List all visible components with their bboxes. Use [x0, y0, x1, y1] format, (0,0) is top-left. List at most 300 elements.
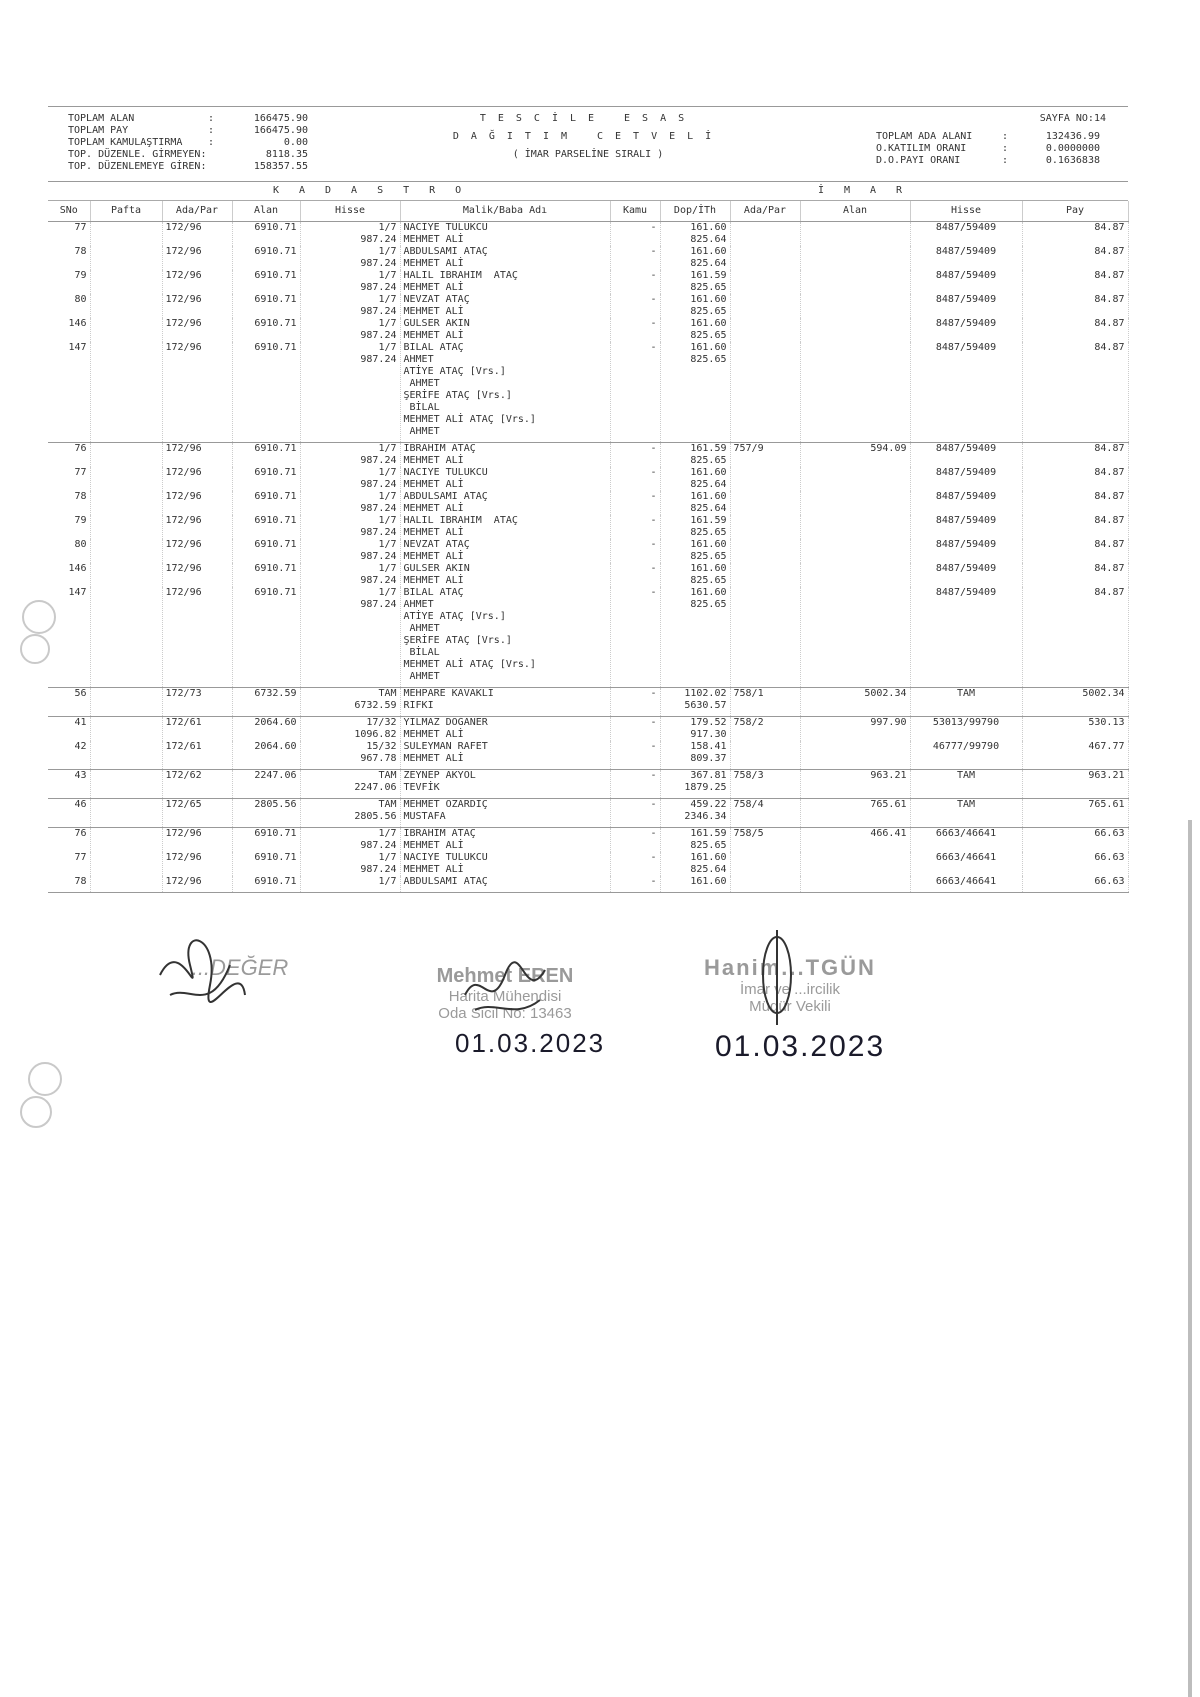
cell-sno: 77	[48, 222, 90, 247]
cell-alan: 6910.71	[232, 318, 300, 342]
cell-i-adapar	[730, 741, 800, 770]
total-left-row	[68, 149, 308, 161]
cell-kamu: -	[610, 587, 660, 688]
cell-hisse: 1/7 987.24	[300, 318, 400, 342]
cell-sno: 41	[48, 717, 90, 742]
cell-sno: 46	[48, 799, 90, 828]
signature-2-line-2: Oda Sicil No: 13463	[438, 1005, 572, 1022]
cell-i-alan	[800, 539, 910, 563]
cell-dop: 161.60 825.64	[660, 467, 730, 491]
cell-kamu: -	[610, 770, 660, 799]
cell-hisse: 1/7 987.24	[300, 294, 400, 318]
signature-2-name: Mehmet EREN	[436, 965, 574, 987]
separator: :	[208, 125, 215, 136]
cell-i-hisse: 8487/59409	[910, 563, 1022, 587]
cell-malik: NACİYE TULUKCU MEHMET ALİ	[400, 852, 610, 876]
column-header: Dop/İTh	[660, 201, 730, 222]
cell-i-alan	[800, 294, 910, 318]
cell-alan: 6910.71	[232, 563, 300, 587]
cell-i-alan	[800, 852, 910, 876]
cell-kamu: -	[610, 467, 660, 491]
cell-dop: 161.60 825.65	[660, 294, 730, 318]
cell-pay: 84.87	[1022, 342, 1128, 443]
cell-i-adapar: 758/1	[730, 688, 800, 717]
cell-i-hisse: 8487/59409	[910, 246, 1022, 270]
table-row	[48, 443, 1128, 468]
cell-pay: 84.87	[1022, 563, 1128, 587]
cell-i-alan: 963.21	[800, 770, 910, 799]
cell-i-hisse: 6663/46641	[910, 876, 1022, 893]
page-edge-shadow	[1188, 820, 1192, 1697]
cell-alan: 6910.71	[232, 294, 300, 318]
signature-2-line-1: Harita Mühendisi	[448, 988, 562, 1005]
cell-i-alan: 765.61	[800, 799, 910, 828]
cell-hisse: 1/7 987.24	[300, 491, 400, 515]
cell-hisse: 1/7	[300, 876, 400, 893]
table-row	[48, 342, 1128, 443]
column-header: Pafta	[90, 201, 162, 222]
cell-hisse: 1/7 987.24	[300, 246, 400, 270]
total-left-row	[68, 125, 308, 137]
cell-i-alan	[800, 342, 910, 443]
cell-kamu: -	[610, 799, 660, 828]
cell-adapar: 172/96	[162, 294, 232, 318]
total-label: TOP. DÜZENLEMEYE GİREN:	[68, 161, 207, 172]
total-label: TOPLAM KAMULAŞTIRMA	[68, 137, 183, 148]
total-right-row	[876, 143, 1106, 155]
total-label: D.O.PAYI ORANI	[876, 155, 961, 166]
cell-dop: 367.81 1879.25	[660, 770, 730, 799]
separator	[208, 149, 228, 161]
cell-i-adapar	[730, 467, 800, 491]
table-row	[48, 246, 1128, 270]
table-row	[48, 852, 1128, 876]
cell-sno: 80	[48, 294, 90, 318]
cell-pay: 84.87	[1022, 515, 1128, 539]
column-header: Hisse	[910, 201, 1022, 222]
cell-dop: 158.41 809.37	[660, 741, 730, 770]
cell-i-hisse: 8487/59409	[910, 318, 1022, 342]
totals-right	[876, 113, 1106, 167]
cell-hisse: 1/7 987.24	[300, 443, 400, 468]
document-header	[48, 106, 1128, 182]
cell-sno: 80	[48, 539, 90, 563]
cell-hisse: 1/7 987.24	[300, 467, 400, 491]
cell-dop: 161.60 825.64	[660, 491, 730, 515]
cell-kamu: -	[610, 515, 660, 539]
cell-adapar: 172/73	[162, 688, 232, 717]
cell-sno: 147	[48, 587, 90, 688]
separator	[208, 161, 228, 173]
cell-hisse: 1/7 987.24	[300, 342, 400, 443]
cell-adapar: 172/62	[162, 770, 232, 799]
cell-i-alan: 594.09	[800, 443, 910, 468]
punch-hole-top-2	[20, 634, 50, 664]
cell-dop: 161.60 825.65	[660, 539, 730, 563]
cell-kamu: -	[610, 342, 660, 443]
cell-adapar: 172/96	[162, 467, 232, 491]
cell-i-alan: 5002.34	[800, 688, 910, 717]
parcel-group	[48, 799, 1128, 828]
cell-sno: 56	[48, 688, 90, 717]
cell-i-adapar	[730, 563, 800, 587]
cell-i-hisse: 8487/59409	[910, 222, 1022, 247]
cell-malik: BİLAL ATAÇ AHMET ATİYE ATAÇ [Vrs.] AHMET ŞERİFE ATAÇ [Vrs.] BİLAL MEHMET ALİ ATAÇ [Vrs.] AHMET	[400, 342, 610, 443]
cell-pafta	[90, 563, 162, 587]
cell-dop: 161.60 825.64	[660, 246, 730, 270]
total-value: 0.1636838	[1045, 155, 1100, 166]
separator: :	[1002, 131, 1009, 142]
cell-alan: 2805.56	[232, 799, 300, 828]
cell-sno: 78	[48, 491, 90, 515]
cell-adapar: 172/96	[162, 587, 232, 688]
cell-hisse: 1/7 987.24	[300, 222, 400, 247]
cell-pay: 84.87	[1022, 539, 1128, 563]
cell-hisse: 1/7 987.24	[300, 515, 400, 539]
parcel-group	[48, 770, 1128, 799]
cell-malik: MEHMET OZARDIÇ MUSTAFA	[400, 799, 610, 828]
table-row	[48, 876, 1128, 893]
cell-sno: 76	[48, 443, 90, 468]
cell-sno: 76	[48, 828, 90, 853]
cell-kamu: -	[610, 741, 660, 770]
cell-alan: 6910.71	[232, 443, 300, 468]
cell-kamu: -	[610, 270, 660, 294]
cell-pafta	[90, 852, 162, 876]
cell-malik: NEVZAT ATAÇ MEHMET ALİ	[400, 539, 610, 563]
cell-i-alan	[800, 270, 910, 294]
cell-pafta	[90, 222, 162, 247]
cell-pafta	[90, 246, 162, 270]
cell-pay: 84.87	[1022, 270, 1128, 294]
cell-malik: ABDULSAMİ ATAÇ	[400, 876, 610, 893]
cell-i-alan	[800, 222, 910, 247]
cell-i-alan	[800, 563, 910, 587]
cell-i-hisse: 53013/99790	[910, 717, 1022, 742]
table-row	[48, 294, 1128, 318]
cell-sno: 146	[48, 563, 90, 587]
cell-dop: 161.60	[660, 876, 730, 893]
total-value: 0.0000000	[1045, 143, 1100, 154]
cell-dop: 161.60 825.64	[660, 222, 730, 247]
total-left-row	[68, 137, 308, 149]
signature-3-scribble	[752, 925, 802, 1035]
cell-i-adapar	[730, 515, 800, 539]
cell-adapar: 172/96	[162, 318, 232, 342]
cell-i-alan	[800, 491, 910, 515]
cell-pafta	[90, 467, 162, 491]
cell-malik: GÜLSER AKIN MEHMET ALİ	[400, 318, 610, 342]
cell-adapar: 172/96	[162, 222, 232, 247]
cell-pafta	[90, 342, 162, 443]
cell-pay: 84.87	[1022, 318, 1128, 342]
cell-i-adapar	[730, 270, 800, 294]
cell-malik: ABDULSAMİ ATAÇ MEHMET ALİ	[400, 246, 610, 270]
cell-adapar: 172/96	[162, 852, 232, 876]
cell-adapar: 172/96	[162, 246, 232, 270]
cell-alan: 2247.06	[232, 770, 300, 799]
total-value: 0.00	[283, 137, 308, 148]
cell-sno: 146	[48, 318, 90, 342]
cell-adapar: 172/61	[162, 717, 232, 742]
cell-i-hisse: 8487/59409	[910, 294, 1022, 318]
cell-pay: 66.63	[1022, 828, 1128, 853]
cell-adapar: 172/96	[162, 539, 232, 563]
cell-pay: 84.87	[1022, 294, 1128, 318]
cell-malik: İBRAHİM ATAÇ MEHMET ALİ	[400, 828, 610, 853]
total-value: 166475.90	[253, 113, 308, 124]
cell-dop: 161.59 825.65	[660, 270, 730, 294]
cell-i-adapar: 758/2	[730, 717, 800, 742]
cell-i-adapar: 758/3	[730, 770, 800, 799]
cell-pafta	[90, 294, 162, 318]
section-header-row	[48, 182, 1128, 201]
cell-kamu: -	[610, 443, 660, 468]
column-header: Alan	[232, 201, 300, 222]
table-row	[48, 270, 1128, 294]
signature-2-scribble	[460, 955, 550, 1025]
separator: :	[208, 137, 215, 148]
cell-hisse: 1/7 987.24	[300, 563, 400, 587]
table-row	[48, 563, 1128, 587]
cell-hisse: 15/32 967.78	[300, 741, 400, 770]
table-row	[48, 741, 1128, 770]
cell-kamu: -	[610, 876, 660, 893]
parcel-group	[48, 688, 1128, 717]
signature-1-name: ...DEĞER	[191, 955, 289, 980]
cell-adapar: 172/65	[162, 799, 232, 828]
cell-malik: MEHPARE KAVAKLI RIFKI	[400, 688, 610, 717]
table-row	[48, 539, 1128, 563]
cell-sno: 77	[48, 852, 90, 876]
cell-alan: 6910.71	[232, 876, 300, 893]
cell-pafta	[90, 688, 162, 717]
cell-pafta	[90, 318, 162, 342]
cell-kamu: -	[610, 688, 660, 717]
signature-3-date: 01.03.2023	[715, 1030, 886, 1063]
cell-sno: 78	[48, 876, 90, 893]
cell-sno: 78	[48, 246, 90, 270]
cell-hisse: 17/32 1096.82	[300, 717, 400, 742]
cell-i-hisse: 6663/46641	[910, 852, 1022, 876]
cell-i-hisse: TAM	[910, 770, 1022, 799]
cell-alan: 6910.71	[232, 515, 300, 539]
cell-pafta	[90, 443, 162, 468]
signature-3-name: Hanim...TGÜN	[704, 955, 876, 980]
table-row	[48, 587, 1128, 688]
cell-pafta	[90, 741, 162, 770]
cell-i-alan	[800, 741, 910, 770]
cell-alan: 6910.71	[232, 852, 300, 876]
cell-pay: 84.87	[1022, 222, 1128, 247]
total-label: O.KATILIM ORANI	[876, 143, 967, 154]
cell-pafta	[90, 799, 162, 828]
cell-alan: 2064.60	[232, 741, 300, 770]
title-line-3: ( İMAR PARSELİNE SIRALI )	[512, 149, 664, 160]
cell-pay: 765.61	[1022, 799, 1128, 828]
cell-alan: 6910.71	[232, 539, 300, 563]
table-row	[48, 688, 1128, 717]
cell-i-adapar	[730, 318, 800, 342]
cell-pay: 963.21	[1022, 770, 1128, 799]
cell-pay: 66.63	[1022, 876, 1128, 893]
cell-i-hisse: TAM	[910, 799, 1022, 828]
total-right-row	[876, 131, 1106, 143]
total-label: TOPLAM ALAN	[68, 113, 135, 124]
table-row	[48, 799, 1128, 828]
table-row	[48, 717, 1128, 742]
total-value: 132436.99	[1045, 131, 1100, 142]
cell-i-hisse: 8487/59409	[910, 515, 1022, 539]
cell-malik: BİLAL ATAÇ AHMET ATİYE ATAÇ [Vrs.] AHMET ŞERİFE ATAÇ [Vrs.] BİLAL MEHMET ALİ ATAÇ [Vrs.] AHMET	[400, 587, 610, 688]
cell-pafta	[90, 587, 162, 688]
cell-i-hisse: TAM	[910, 688, 1022, 717]
cell-kamu: -	[610, 246, 660, 270]
cell-alan: 6910.71	[232, 491, 300, 515]
cell-dop: 1102.02 5630.57	[660, 688, 730, 717]
cell-i-alan	[800, 587, 910, 688]
cell-kamu: -	[610, 852, 660, 876]
signature-3-line-1: İmar ve ...ircilik	[739, 981, 840, 998]
cell-kamu: -	[610, 717, 660, 742]
cell-kamu: -	[610, 828, 660, 853]
total-label: TOP. DÜZENLE. GİRMEYEN:	[68, 149, 207, 160]
cell-pafta	[90, 491, 162, 515]
cell-alan: 6910.71	[232, 587, 300, 688]
parcel-group	[48, 717, 1128, 770]
cell-pay: 84.87	[1022, 491, 1128, 515]
cell-kamu: -	[610, 222, 660, 247]
cell-i-adapar	[730, 876, 800, 893]
cell-malik: NEVZAT ATAÇ MEHMET ALİ	[400, 294, 610, 318]
cell-hisse: TAM 2805.56	[300, 799, 400, 828]
cell-sno: 77	[48, 467, 90, 491]
column-header: Pay	[1022, 201, 1128, 222]
cell-adapar: 172/96	[162, 515, 232, 539]
parcel-group	[48, 828, 1128, 893]
table-row	[48, 467, 1128, 491]
cell-alan: 2064.60	[232, 717, 300, 742]
cell-dop: 161.60 825.65	[660, 342, 730, 443]
cell-i-hisse: 6663/46641	[910, 828, 1022, 853]
cell-adapar: 172/96	[162, 876, 232, 893]
cell-pay: 530.13	[1022, 717, 1128, 742]
cell-malik: YILMAZ DOĞANER MEHMET ALİ	[400, 717, 610, 742]
cell-pay: 84.87	[1022, 587, 1128, 688]
distribution-table	[48, 201, 1129, 893]
cell-adapar: 172/96	[162, 563, 232, 587]
cell-malik: İBRAHİM ATAÇ MEHMET ALİ	[400, 443, 610, 468]
total-left-row	[68, 161, 308, 173]
column-header: Malik/Baba Adı	[400, 201, 610, 222]
cell-i-hisse: 8487/59409	[910, 539, 1022, 563]
total-value: 8118.35	[265, 149, 308, 160]
cell-i-alan	[800, 876, 910, 893]
cell-i-adapar	[730, 222, 800, 247]
cell-dop: 161.59 825.65	[660, 828, 730, 853]
column-header: Kamu	[610, 201, 660, 222]
column-header: Ada/Par	[730, 201, 800, 222]
cell-kamu: -	[610, 491, 660, 515]
cell-dop: 459.22 2346.34	[660, 799, 730, 828]
cell-pafta	[90, 717, 162, 742]
table-row	[48, 828, 1128, 853]
cell-adapar: 172/96	[162, 828, 232, 853]
total-label: TOPLAM ADA ALANI	[876, 131, 973, 142]
parcel-group	[48, 222, 1128, 443]
cell-hisse: 1/7 987.24	[300, 270, 400, 294]
total-left-row	[68, 113, 308, 125]
cell-pafta	[90, 270, 162, 294]
cell-dop: 161.60 825.65	[660, 587, 730, 688]
cell-i-hisse: 8487/59409	[910, 587, 1022, 688]
table-row	[48, 491, 1128, 515]
signature-3-line-2: Müdür Vekili	[749, 998, 831, 1015]
cell-pay: 5002.34	[1022, 688, 1128, 717]
cell-i-alan: 997.90	[800, 717, 910, 742]
signature-1-scribble	[150, 925, 260, 1025]
cell-sno: 147	[48, 342, 90, 443]
cell-pafta	[90, 828, 162, 853]
cell-alan: 6910.71	[232, 246, 300, 270]
cell-i-alan: 466.41	[800, 828, 910, 853]
separator: :	[1002, 143, 1009, 154]
total-right-row	[876, 155, 1106, 167]
column-header: Ada/Par	[162, 201, 232, 222]
cell-adapar: 172/96	[162, 491, 232, 515]
parcel-group	[48, 443, 1128, 688]
column-header: SNo	[48, 201, 90, 222]
cell-hisse: 1/7 987.24	[300, 828, 400, 853]
cell-i-alan	[800, 318, 910, 342]
cell-i-alan	[800, 467, 910, 491]
cell-kamu: -	[610, 318, 660, 342]
cell-i-adapar: 758/5	[730, 828, 800, 853]
total-label: TOPLAM PAY	[68, 125, 129, 136]
column-header: Hisse	[300, 201, 400, 222]
cell-alan: 6732.59	[232, 688, 300, 717]
section-kadastro: KADASTRO	[273, 185, 482, 196]
cell-pay: 84.87	[1022, 246, 1128, 270]
cell-i-adapar	[730, 246, 800, 270]
cell-i-hisse: 8487/59409	[910, 443, 1022, 468]
cell-sno: 42	[48, 741, 90, 770]
cell-dop: 161.59 825.65	[660, 515, 730, 539]
punch-hole-bottom-2	[20, 1096, 52, 1128]
cell-malik: HALİL İBRAHİM ATAÇ MEHMET ALİ	[400, 515, 610, 539]
cell-malik: NACİYE TULUKCU MEHMET ALİ	[400, 467, 610, 491]
cell-dop: 161.59 825.65	[660, 443, 730, 468]
cell-pay: 66.63	[1022, 852, 1128, 876]
cell-pay: 84.87	[1022, 467, 1128, 491]
table-row	[48, 318, 1128, 342]
punch-hole-bottom	[28, 1062, 62, 1096]
cell-pafta	[90, 770, 162, 799]
cell-i-adapar	[730, 539, 800, 563]
cell-pafta	[90, 539, 162, 563]
cell-kamu: -	[610, 563, 660, 587]
cell-sno: 79	[48, 515, 90, 539]
separator: :	[1002, 155, 1009, 166]
table-row	[48, 770, 1128, 799]
total-value: 166475.90	[253, 125, 308, 136]
cell-hisse: 1/7 987.24	[300, 852, 400, 876]
cell-malik: SÜLEYMAN RAFET MEHMET ALİ	[400, 741, 610, 770]
cell-dop: 179.52 917.30	[660, 717, 730, 742]
cell-i-hisse: 46777/99790	[910, 741, 1022, 770]
totals-left	[68, 113, 308, 173]
cell-adapar: 172/61	[162, 741, 232, 770]
